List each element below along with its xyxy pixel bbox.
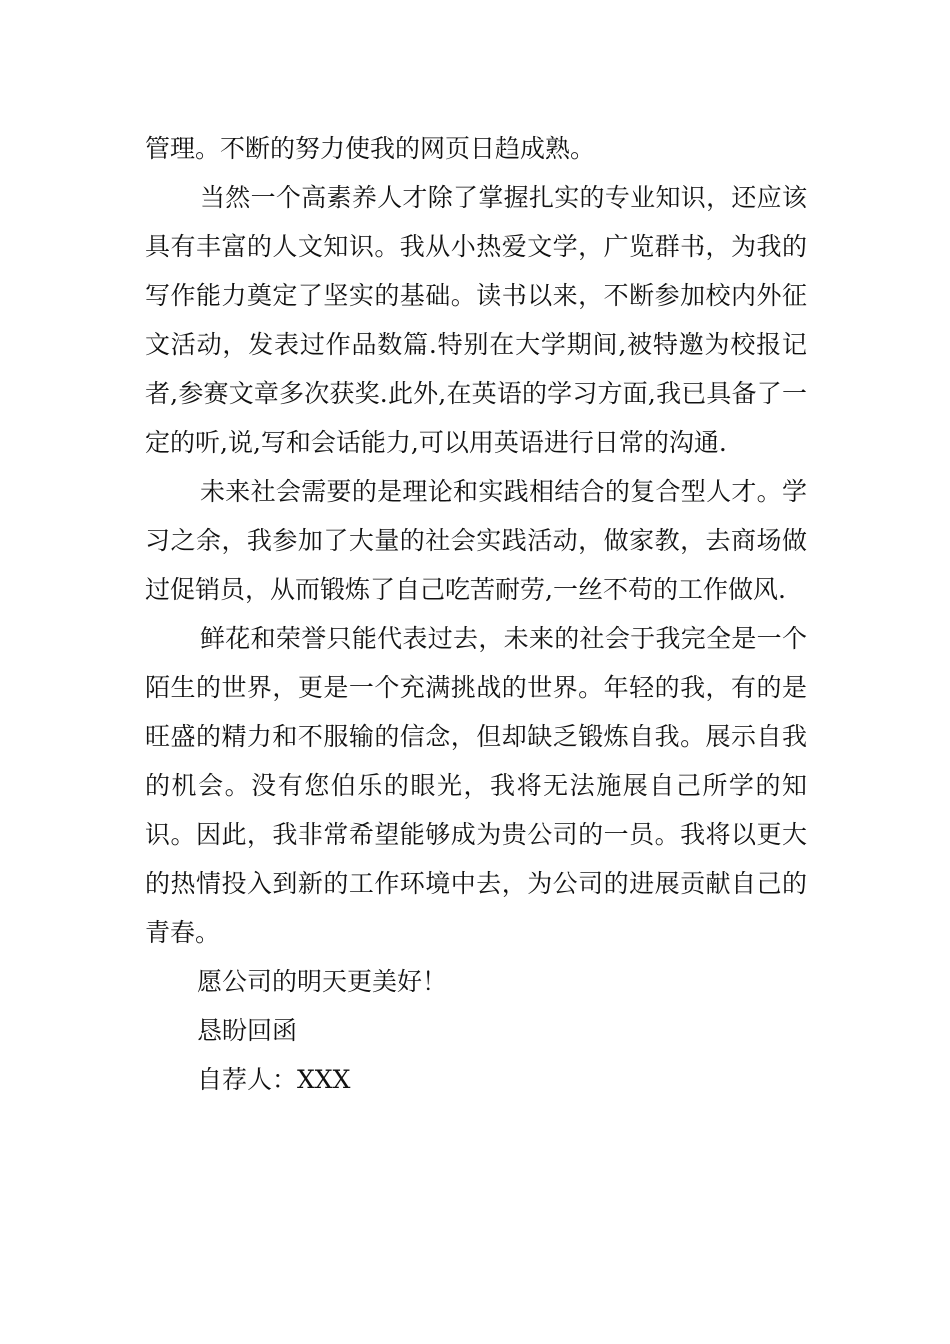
closing-reply-request: 恳盼回函 (197, 1016, 298, 1045)
paragraph-practice: 未来社会需要的是理论和实践相结合的复合型人才。学习之余，我参加了大量的社会实践活动，做家教，去商场做过促销员，从而锻炼了自己吃苦耐劳,一丝不苟的工作做风. (145, 477, 807, 604)
letter-body (145, 124, 807, 1104)
paragraph-continuation: 管理。不断的努力使我的网页日趋成熟。 (145, 134, 596, 163)
closing-wish: 愿公司的明天更美好！ (197, 967, 448, 996)
paragraph-skills: 当然一个高素养人才除了掌握扎实的专业知识，还应该具有丰富的人文知识。我从小热爱文学，广览群书，为我的写作能力奠定了坚实的基础。读书以来，不断参加校内外征文活动，发表过作品数篇.特别在大学期间,被特邀为校报记者,参赛文章多次获奖.此外,在英语的学习方面,我已具备了一定的听,说,写和会话能力,可以用英语进行日常的沟通. (145, 183, 807, 457)
paragraph-aspiration: 鲜花和荣誉只能代表过去，未来的社会于我完全是一个陌生的世界，更是一个充满挑战的世界。年轻的我，有的是旺盛的精力和不服输的信念，但却缺乏锻炼自我。展示自我的机会。没有您伯乐的眼光，我将无法施展自己所学的知识。因此，我非常希望能够成为贵公司的一员。我将以更大的热情投入到新的工作环境中去，为公司的进展贡献自己的青春。 (145, 624, 807, 947)
signature: 自荐人：XXX (197, 1065, 351, 1094)
